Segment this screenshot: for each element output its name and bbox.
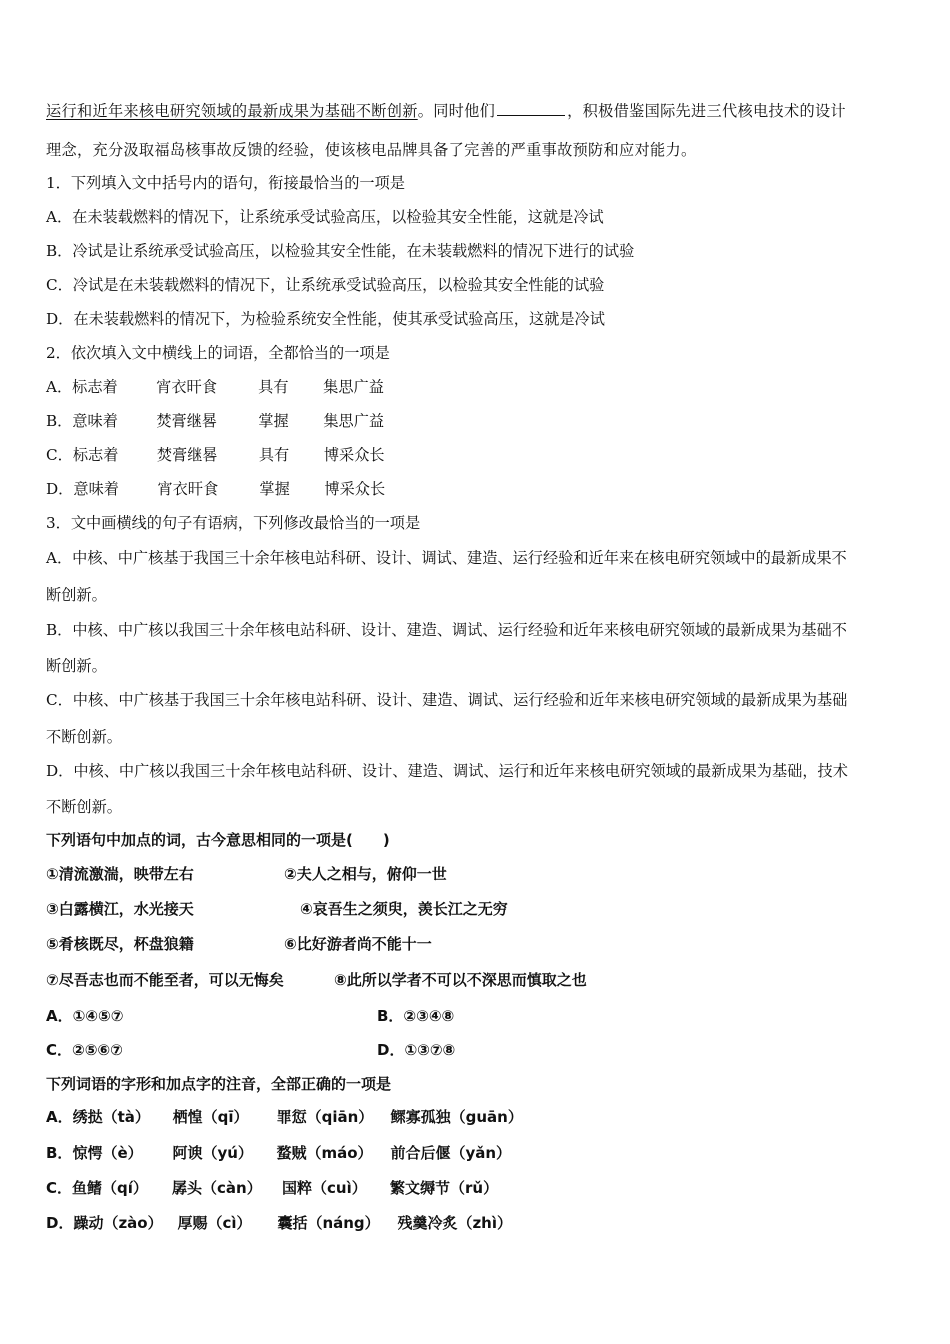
option-word: 具有 [258,446,290,464]
option-word: 阿谀（yú） [172,1144,253,1162]
sentence-item: ⑧此所以学者不可以不深思而慎取之也 [334,971,587,989]
option-letter: C． [46,446,73,464]
question-3-option-d-cont: 不断创新。 [46,798,122,816]
option-word: 繁文缛节（rǔ） [390,1179,499,1197]
option-word: 躁动（zào） [73,1214,163,1232]
question-3-option-b-cont: 断创新。 [46,657,107,675]
option-word: 博采众长 [323,446,385,464]
option-word: 鳏寡孤独（guān） [390,1108,523,1126]
question-3-option-c: C．中核、中广核基于我国三十余年核电站科研、设计、建造、调试、运行经验和近年来核电研究领域的最新成果为基础 [46,691,848,709]
question-5-option-d [46,1213,512,1233]
question-1-option-a: A．在未装载燃料的情况下，让系统承受试验高压，以检验其安全性能，这就是冷试 [46,208,604,226]
option-word: 掌握 [258,412,289,430]
option-word: 宵衣旰食 [156,378,217,396]
option-word: 前合后偃（yǎn） [390,1144,512,1162]
passage-line-2: 理念，充分汲取福岛核事故反馈的经验，使该核电品牌具备了完善的严重事故预防和应对能力。 [46,141,697,159]
option-letter: A． [46,378,73,396]
option-word: 博采众长 [324,480,386,498]
question-2-option-d [46,479,385,499]
option-word: 集思广益 [323,378,384,396]
option-word: 惊愕（è） [72,1144,143,1162]
option-word: 国粹（cuì） [282,1179,367,1197]
question-4-options-row-2 [46,1040,455,1060]
option-word: 蝥贼（máo） [276,1144,373,1162]
option-letter: B． [46,412,73,430]
option-word: 掌握 [259,480,290,498]
sentence-item: ⑥比好游者尚不能十一 [284,935,432,953]
question-1-option-d: D．在未装载燃料的情况下，为检验系统安全性能，使其承受试验高压，这就是冷试 [46,310,605,328]
question-4-options-row-1 [46,1006,454,1026]
question-5-stem: 下列词语的字形和加点字的注音，全部正确的一项是 [46,1075,392,1093]
question-1-option-c: C．冷试是在未装载燃料的情况下，让系统承受试验高压，以检验其安全性能的试验 [46,276,605,294]
option-word: 具有 [258,378,289,396]
question-3-option-c-cont: 不断创新。 [46,728,122,746]
question-1-stem: 1．下列填入文中括号内的语句，衔接最恰当的一项是 [46,174,405,192]
question-3-option-a: A．中核、中广核基于我国三十余年核电站科研、设计、调试、建造、运行经验和近年来在核电研究领域中的最新成果不 [46,549,847,567]
question-4-option-c: C．②⑤⑥⑦ [46,1041,123,1059]
question-4-items-row-2 [46,899,508,919]
question-2-option-a [46,377,384,397]
option-word: 鱼鳍（qí） [72,1179,148,1197]
question-4-option-b: B．②③④⑧ [377,1007,455,1025]
option-word: 焚膏继晷 [156,446,218,464]
passage-text: 。同时他们 [417,102,496,120]
question-4-stem: 下列语句中加点的词，古今意思相同的一项是( ) [46,831,390,849]
option-letter: D． [46,480,74,498]
option-word: 宵衣旰食 [157,480,219,498]
option-word: 焚膏继晷 [156,412,218,430]
question-3-option-d: D．中核、中广核以我国三十余年核电站科研、设计、建造、调试、运行和近年来核电研究领域的最新成果为基础，技术 [46,762,848,780]
question-5-option-b [46,1143,511,1163]
sentence-item: ②夫人之相与，俯仰一世 [284,865,447,883]
question-1-option-b: B．冷试是让系统承受试验高压，以检验其安全性能，在未装载燃料的情况下进行的试验 [46,242,635,260]
option-letter: C． [46,1179,73,1197]
option-letter: B． [46,1144,73,1162]
sentence-item: ①清流激湍，映带左右 [46,865,194,883]
fill-blank [497,101,565,116]
question-4-option-d: D．①③⑦⑧ [377,1041,456,1059]
option-word: 栖惶（qī） [172,1108,249,1126]
option-word: 绣挞（tà） [72,1108,150,1126]
question-3-stem: 3．文中画横线的句子有语病，下列修改最恰当的一项是 [46,514,421,532]
sentence-item: ⑤肴核既尽，杯盘狼籍 [46,935,194,953]
question-2-option-c [46,445,385,465]
question-3-option-a-cont: 断创新。 [46,586,107,604]
question-5-option-c [46,1178,498,1198]
passage-line-1 [46,101,846,121]
question-3-option-b: B．中核、中广核以我国三十余年核电站科研、设计、建造、调试、运行经验和近年来核电研究领域的最新成果为基础不 [46,621,847,639]
option-word: 标志着 [72,446,119,464]
question-2-stem: 2．依次填入文中横线上的词语，全都恰当的一项是 [46,344,390,362]
question-4-items-row-3 [46,934,432,954]
option-word: 意味着 [72,412,118,430]
option-word: 孱头（càn） [172,1179,262,1197]
option-letter: A． [46,1108,73,1126]
option-word: 厚赐（cì） [177,1214,252,1232]
option-word: 罪愆（qiān） [276,1108,374,1126]
option-word: 标志着 [72,378,118,396]
option-word: 集思广益 [323,412,385,430]
option-word: 意味着 [73,480,119,498]
underlined-sentence: 运行和近年来核电研究领域的最新成果为基础不断创新 [46,102,418,120]
option-word: 残羹冷炙（zhì） [397,1214,513,1232]
question-5-option-a [46,1107,523,1127]
sentence-item: ⑦尽吾志也而不能至者，可以无悔矣 [46,971,284,989]
option-letter: D． [46,1214,74,1232]
question-4-items-row-1 [46,864,447,884]
sentence-item: ④哀吾生之须臾，羡长江之无穷 [300,900,508,918]
question-4-items-row-4 [46,970,587,990]
question-4-option-a: A．①④⑤⑦ [46,1007,124,1025]
sentence-item: ③白露横江，水光接天 [46,900,194,918]
option-word: 囊括（náng） [277,1214,380,1232]
passage-text: ，积极借鉴国际先进三代核电技术的设计 [567,102,846,120]
question-2-option-b [46,411,384,431]
